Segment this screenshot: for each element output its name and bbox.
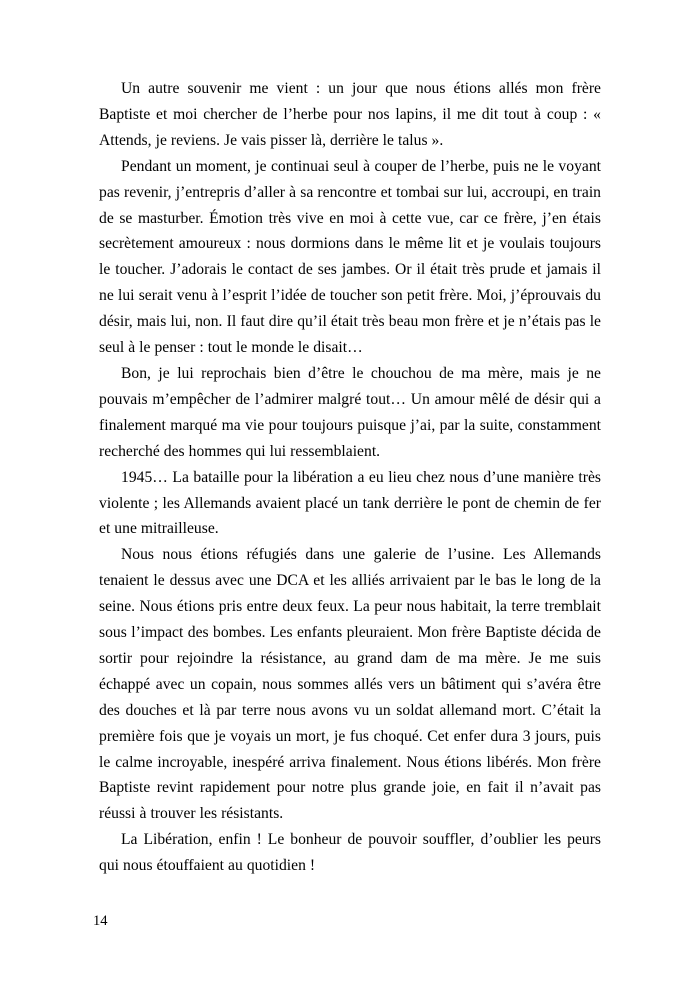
paragraph: 1945… La bataille pour la libération a eu lieu chez nous d’une manière très violente ; les Allemands avaient placé un tank derrière le pont de chemin de fer et une mitrailleuse. (99, 468, 601, 538)
paragraph: Pendant un moment, je continuai seul à couper de l’herbe, puis ne le voyant pas revenir, j’entrepris d’aller à sa rencontre et tombai sur lui, accroupi, en train de se masturber. Émotion très vive en moi à cette vue, car ce frère, j’en étais secrètement amoureux : nous dormions dans le même lit et je voulais toujours le toucher. J’adorais le contact de ses jambes. Or il était très prude et jamais il ne lui serait venu à l’esprit l’idée de toucher son petit frère. Moi, j’éprouvais du désir, mais lui, non. Il faut dire qu’il était très beau mon frère et je n’étais pas le seul à le penser : tout le monde le disait… (99, 157, 601, 357)
body-text-block (99, 76, 601, 879)
paragraph: Bon, je lui reprochais bien d’être le chouchou de ma mère, mais je ne pouvais m’empêcher de l’admirer malgré tout… Un amour mêlé de désir qui a finalement marqué ma vie pour toujours puisque j’ai, par la suite, constamment recherché des hommes qui lui ressemblaient. (99, 364, 601, 460)
paragraph: La Libération, enfin ! Le bonheur de pouvoir souffler, d’oublier les peurs qui nous étouffaient au quotidien ! (99, 831, 601, 875)
paragraph: Nous nous étions réfugiés dans une galerie de l’usine. Les Allemands tenaient le dessus avec une DCA et les alliés arrivaient par le bas le long de la seine. Nous étions pris entre deux feux. La peur nous habitait, la terre tremblait sous l’impact des bombes. Les enfants pleuraient. Mon frère Baptiste décida de sortir pour rejoindre la résistance, au grand dam de ma mère. Je me suis échappé avec un copain, nous sommes allés vers un bâtiment qui s’avéra être des douches et là par terre nous avons vu un soldat allemand mort. C’était la première fois que je voyais un mort, je fus choqué. Cet enfer dura 3 jours, puis le calme incroyable, inespéré arriva finalement. Nous étions libérés. Mon frère Baptiste revint rapidement pour notre plus grande joie, en fait il n’avait pas réussi à trouver les résistants. (99, 546, 601, 823)
paragraph: Un autre souvenir me vient : un jour que nous étions allés mon frère Baptiste et moi chercher de l’herbe pour nos lapins, il me dit tout à coup : « Attends, je reviens. Je vais pisser là, derrière le talus ». (99, 80, 601, 149)
page-number: 14 (93, 913, 108, 929)
